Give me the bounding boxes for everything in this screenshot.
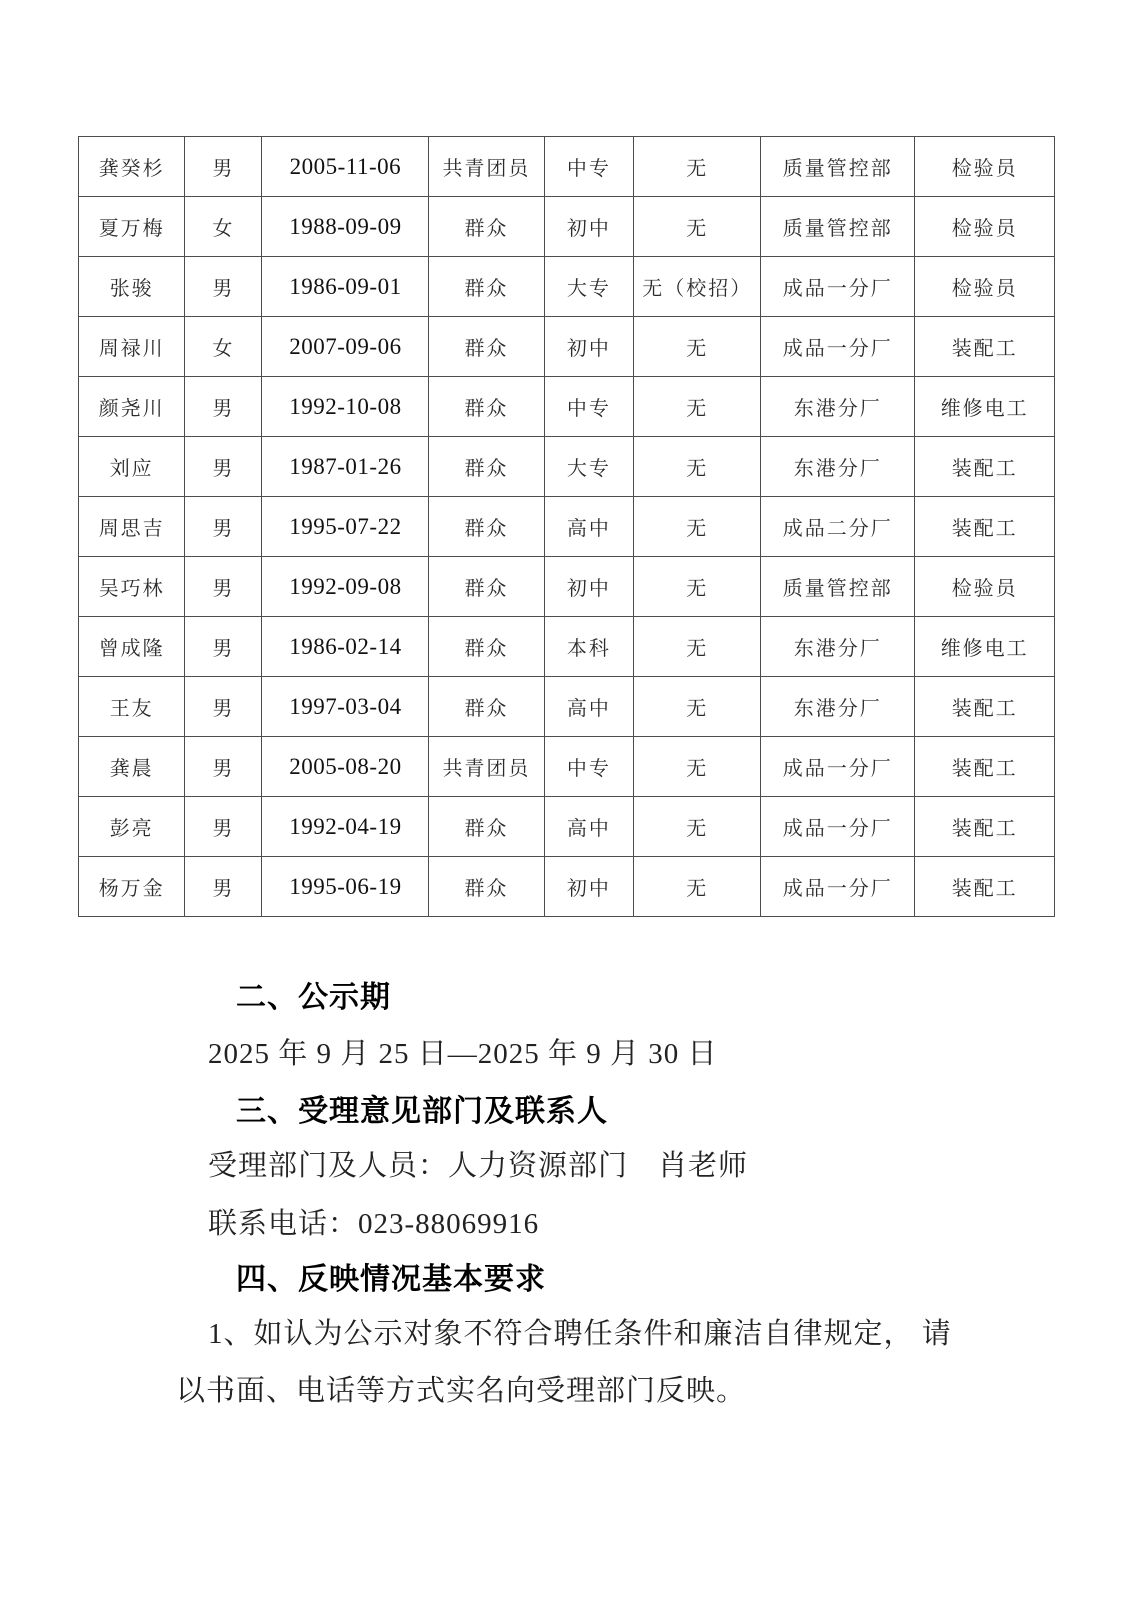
requirement-line-1: 1、如认为公示对象不符合聘任条件和廉洁自律规定， 请 — [208, 1318, 952, 1350]
cell-position: 装配工 — [915, 497, 1055, 557]
cell-position: 装配工 — [915, 317, 1055, 377]
cell-remark: 无 — [634, 317, 761, 377]
cell-name: 彭亮 — [79, 797, 185, 857]
cell-department: 东港分厂 — [761, 617, 915, 677]
cell-position: 检验员 — [915, 257, 1055, 317]
cell-birth-date: 1992-04-19 — [262, 797, 429, 857]
cell-political-status: 群众 — [429, 437, 544, 497]
cell-name: 刘应 — [79, 437, 185, 497]
table-row — [79, 497, 1055, 557]
cell-remark: 无 — [634, 737, 761, 797]
table-row — [79, 797, 1055, 857]
cell-birth-date: 1992-09-08 — [262, 557, 429, 617]
cell-name: 吴巧林 — [79, 557, 185, 617]
table-row — [79, 557, 1055, 617]
table-row — [79, 857, 1055, 917]
cell-department: 成品一分厂 — [761, 857, 915, 917]
cell-birth-date: 1995-06-19 — [262, 857, 429, 917]
cell-name: 杨万金 — [79, 857, 185, 917]
cell-name: 曾成隆 — [79, 617, 185, 677]
cell-gender: 男 — [185, 677, 262, 737]
cell-remark: 无 — [634, 617, 761, 677]
cell-gender: 男 — [185, 137, 262, 197]
cell-birth-date: 1986-09-01 — [262, 257, 429, 317]
cell-birth-date: 2007-09-06 — [262, 317, 429, 377]
cell-political-status: 群众 — [429, 857, 544, 917]
cell-position: 维修电工 — [915, 617, 1055, 677]
cell-department: 东港分厂 — [761, 677, 915, 737]
cell-department: 质量管控部 — [761, 197, 915, 257]
contact-phone-line: 联系电话：023-88069916 — [208, 1208, 540, 1240]
cell-remark: 无 — [634, 137, 761, 197]
table-row — [79, 437, 1055, 497]
publicity-period-dates: 2025 年 9 月 25 日—2025 年 9 月 30 日 — [208, 1038, 718, 1070]
cell-birth-date: 1995-07-22 — [262, 497, 429, 557]
cell-position: 装配工 — [915, 857, 1055, 917]
cell-department: 东港分厂 — [761, 377, 915, 437]
cell-position: 维修电工 — [915, 377, 1055, 437]
cell-name: 王友 — [79, 677, 185, 737]
cell-position: 检验员 — [915, 557, 1055, 617]
table-row — [79, 257, 1055, 317]
section-2-heading: 二、公示期 — [236, 981, 391, 1014]
cell-name: 颜尧川 — [79, 377, 185, 437]
cell-birth-date: 2005-11-06 — [262, 137, 429, 197]
cell-political-status: 群众 — [429, 377, 544, 437]
table-row — [79, 377, 1055, 437]
cell-name: 周禄川 — [79, 317, 185, 377]
cell-department: 成品一分厂 — [761, 257, 915, 317]
cell-name: 龚癸杉 — [79, 137, 185, 197]
cell-education: 高中 — [544, 677, 634, 737]
cell-political-status: 群众 — [429, 197, 544, 257]
cell-education: 高中 — [544, 797, 634, 857]
cell-birth-date: 1992-10-08 — [262, 377, 429, 437]
cell-education: 初中 — [544, 317, 634, 377]
cell-position: 检验员 — [915, 197, 1055, 257]
section-4-heading: 四、反映情况基本要求 — [236, 1263, 546, 1296]
cell-remark: 无 — [634, 197, 761, 257]
cell-remark: 无 — [634, 857, 761, 917]
cell-position: 检验员 — [915, 137, 1055, 197]
table-row — [79, 197, 1055, 257]
cell-name: 夏万梅 — [79, 197, 185, 257]
cell-political-status: 群众 — [429, 557, 544, 617]
cell-department: 东港分厂 — [761, 437, 915, 497]
cell-department: 质量管控部 — [761, 557, 915, 617]
cell-name: 龚晨 — [79, 737, 185, 797]
cell-gender: 男 — [185, 437, 262, 497]
cell-department: 成品一分厂 — [761, 737, 915, 797]
cell-birth-date: 1997-03-04 — [262, 677, 429, 737]
cell-education: 中专 — [544, 137, 634, 197]
table-row — [79, 677, 1055, 737]
cell-education: 中专 — [544, 737, 634, 797]
cell-gender: 男 — [185, 737, 262, 797]
cell-gender: 男 — [185, 617, 262, 677]
cell-position: 装配工 — [915, 677, 1055, 737]
cell-remark: 无 — [634, 677, 761, 737]
cell-political-status: 共青团员 — [429, 737, 544, 797]
cell-political-status: 群众 — [429, 497, 544, 557]
cell-political-status: 群众 — [429, 257, 544, 317]
cell-remark: 无 — [634, 377, 761, 437]
table-row — [79, 137, 1055, 197]
cell-remark: 无 — [634, 437, 761, 497]
cell-education: 大专 — [544, 257, 634, 317]
cell-remark: 无 — [634, 497, 761, 557]
table-row — [79, 737, 1055, 797]
cell-gender: 男 — [185, 857, 262, 917]
cell-political-status: 群众 — [429, 677, 544, 737]
cell-education: 初中 — [544, 557, 634, 617]
cell-remark: 无 — [634, 557, 761, 617]
cell-political-status: 群众 — [429, 797, 544, 857]
cell-gender: 女 — [185, 317, 262, 377]
cell-remark: 无 — [634, 797, 761, 857]
cell-birth-date: 1986-02-14 — [262, 617, 429, 677]
cell-political-status: 共青团员 — [429, 137, 544, 197]
cell-name: 张骏 — [79, 257, 185, 317]
cell-position: 装配工 — [915, 737, 1055, 797]
cell-political-status: 群众 — [429, 317, 544, 377]
cell-gender: 男 — [185, 257, 262, 317]
cell-birth-date: 2005-08-20 — [262, 737, 429, 797]
cell-education: 初中 — [544, 857, 634, 917]
table-row — [79, 317, 1055, 377]
requirement-line-2: 以书面、电话等方式实名向受理部门反映。 — [176, 1375, 747, 1407]
cell-gender: 男 — [185, 557, 262, 617]
cell-birth-date: 1988-09-09 — [262, 197, 429, 257]
cell-gender: 女 — [185, 197, 262, 257]
cell-education: 本科 — [544, 617, 634, 677]
cell-name: 周思吉 — [79, 497, 185, 557]
cell-department: 成品一分厂 — [761, 317, 915, 377]
cell-department: 成品一分厂 — [761, 797, 915, 857]
cell-gender: 男 — [185, 497, 262, 557]
cell-gender: 男 — [185, 377, 262, 437]
cell-education: 初中 — [544, 197, 634, 257]
cell-department: 质量管控部 — [761, 137, 915, 197]
contact-department-line: 受理部门及人员：人力资源部门 肖老师 — [208, 1150, 749, 1182]
personnel-table — [78, 136, 1055, 917]
cell-gender: 男 — [185, 797, 262, 857]
cell-education: 中专 — [544, 377, 634, 437]
cell-position: 装配工 — [915, 437, 1055, 497]
table-row — [79, 617, 1055, 677]
cell-birth-date: 1987-01-26 — [262, 437, 429, 497]
cell-education: 大专 — [544, 437, 634, 497]
cell-department: 成品二分厂 — [761, 497, 915, 557]
cell-education: 高中 — [544, 497, 634, 557]
cell-position: 装配工 — [915, 797, 1055, 857]
cell-political-status: 群众 — [429, 617, 544, 677]
cell-remark: 无（校招） — [634, 257, 761, 317]
section-3-heading: 三、受理意见部门及联系人 — [236, 1095, 608, 1128]
